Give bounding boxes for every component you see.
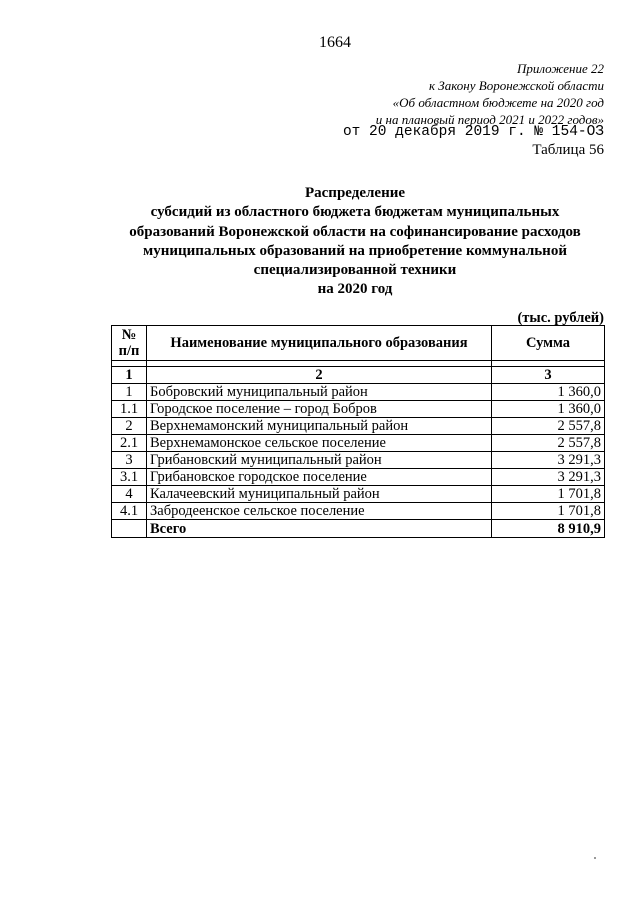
- appendix-line: к Закону Воронежской области: [428, 78, 604, 93]
- title-line: на 2020 год: [317, 281, 393, 298]
- title-line: образований Воронежской области на софинансирование расходов: [129, 223, 581, 240]
- row-name: Забродеенское сельское поселение: [147, 503, 492, 520]
- row-sum: 1 701,8: [492, 486, 605, 503]
- table-row: [112, 452, 605, 469]
- subsidy-table: [111, 325, 605, 538]
- title-line: специализированной техники: [253, 262, 457, 279]
- row-number: 3: [112, 452, 147, 469]
- total-empty-cell: [112, 520, 147, 538]
- document-title: [110, 184, 600, 300]
- page-number: 1664: [319, 34, 351, 51]
- appendix-line: и на плановый период 2021 и 2022 годов»: [375, 112, 604, 127]
- row-number: 2.1: [112, 435, 147, 452]
- header-number: [112, 326, 147, 361]
- column-number: 2: [147, 367, 492, 384]
- row-number: 2: [112, 418, 147, 435]
- total-label: Всего: [147, 520, 492, 538]
- title-line: Распределение: [304, 185, 406, 201]
- column-number: 1: [112, 367, 147, 384]
- table-row: [112, 401, 605, 418]
- header-number-sign: №: [121, 327, 137, 343]
- title-line: муниципальных образований на приобретение коммунальной: [143, 242, 567, 259]
- appendix-block: [376, 60, 604, 128]
- row-name: Калачеевский муниципальный район: [147, 486, 492, 503]
- column-numbers-row: [112, 367, 605, 384]
- row-sum: 3 291,3: [492, 452, 605, 469]
- row-name: Грибановский муниципальный район: [147, 452, 492, 469]
- row-name: Городское поселение – город Бобров: [147, 401, 492, 418]
- table-row: [112, 435, 605, 452]
- row-number: 4.1: [112, 503, 147, 520]
- appendix-line: «Об областном бюджете на 2020 год: [392, 95, 604, 110]
- row-sum: 1 701,8: [492, 503, 605, 520]
- row-number: 4: [112, 486, 147, 503]
- scan-speck: [594, 857, 596, 859]
- table-row: [112, 486, 605, 503]
- total-sum: 8 910,9: [492, 520, 605, 538]
- row-name: Грибановское городское поселение: [147, 469, 492, 486]
- row-number: 3.1: [112, 469, 147, 486]
- header-name: Наименование муниципального образования: [147, 326, 492, 361]
- row-sum: 2 557,8: [492, 418, 605, 435]
- row-sum: 1 360,0: [492, 384, 605, 401]
- row-sum: 3 291,3: [492, 469, 605, 486]
- row-sum: 2 557,8: [492, 435, 605, 452]
- row-name: Верхнемамонское сельское поселение: [147, 435, 492, 452]
- total-row: [112, 520, 605, 538]
- units-label: (тыс. рублей): [517, 310, 604, 326]
- row-sum: 1 360,0: [492, 401, 605, 418]
- row-number: 1: [112, 384, 147, 401]
- header-sum: Сумма: [492, 326, 605, 361]
- row-name: Бобровский муниципальный район: [147, 384, 492, 401]
- header-number-abbr: п/п: [118, 343, 140, 359]
- table-row: [112, 384, 605, 401]
- row-number: 1.1: [112, 401, 147, 418]
- appendix-line: Приложение 22: [516, 61, 604, 76]
- column-number: 3: [492, 367, 605, 384]
- table-row: [112, 418, 605, 435]
- row-name: Верхнемамонский муниципальный район: [147, 418, 492, 435]
- table-label: Таблица 56: [532, 142, 604, 158]
- table-header-row: [112, 326, 605, 361]
- table-row: [112, 469, 605, 486]
- table-row: [112, 503, 605, 520]
- title-line: субсидий из областного бюджета бюджетам муниципальных: [150, 204, 560, 221]
- law-date-line: от 20 декабря 2019 г. № 154-ОЗ: [342, 124, 604, 140]
